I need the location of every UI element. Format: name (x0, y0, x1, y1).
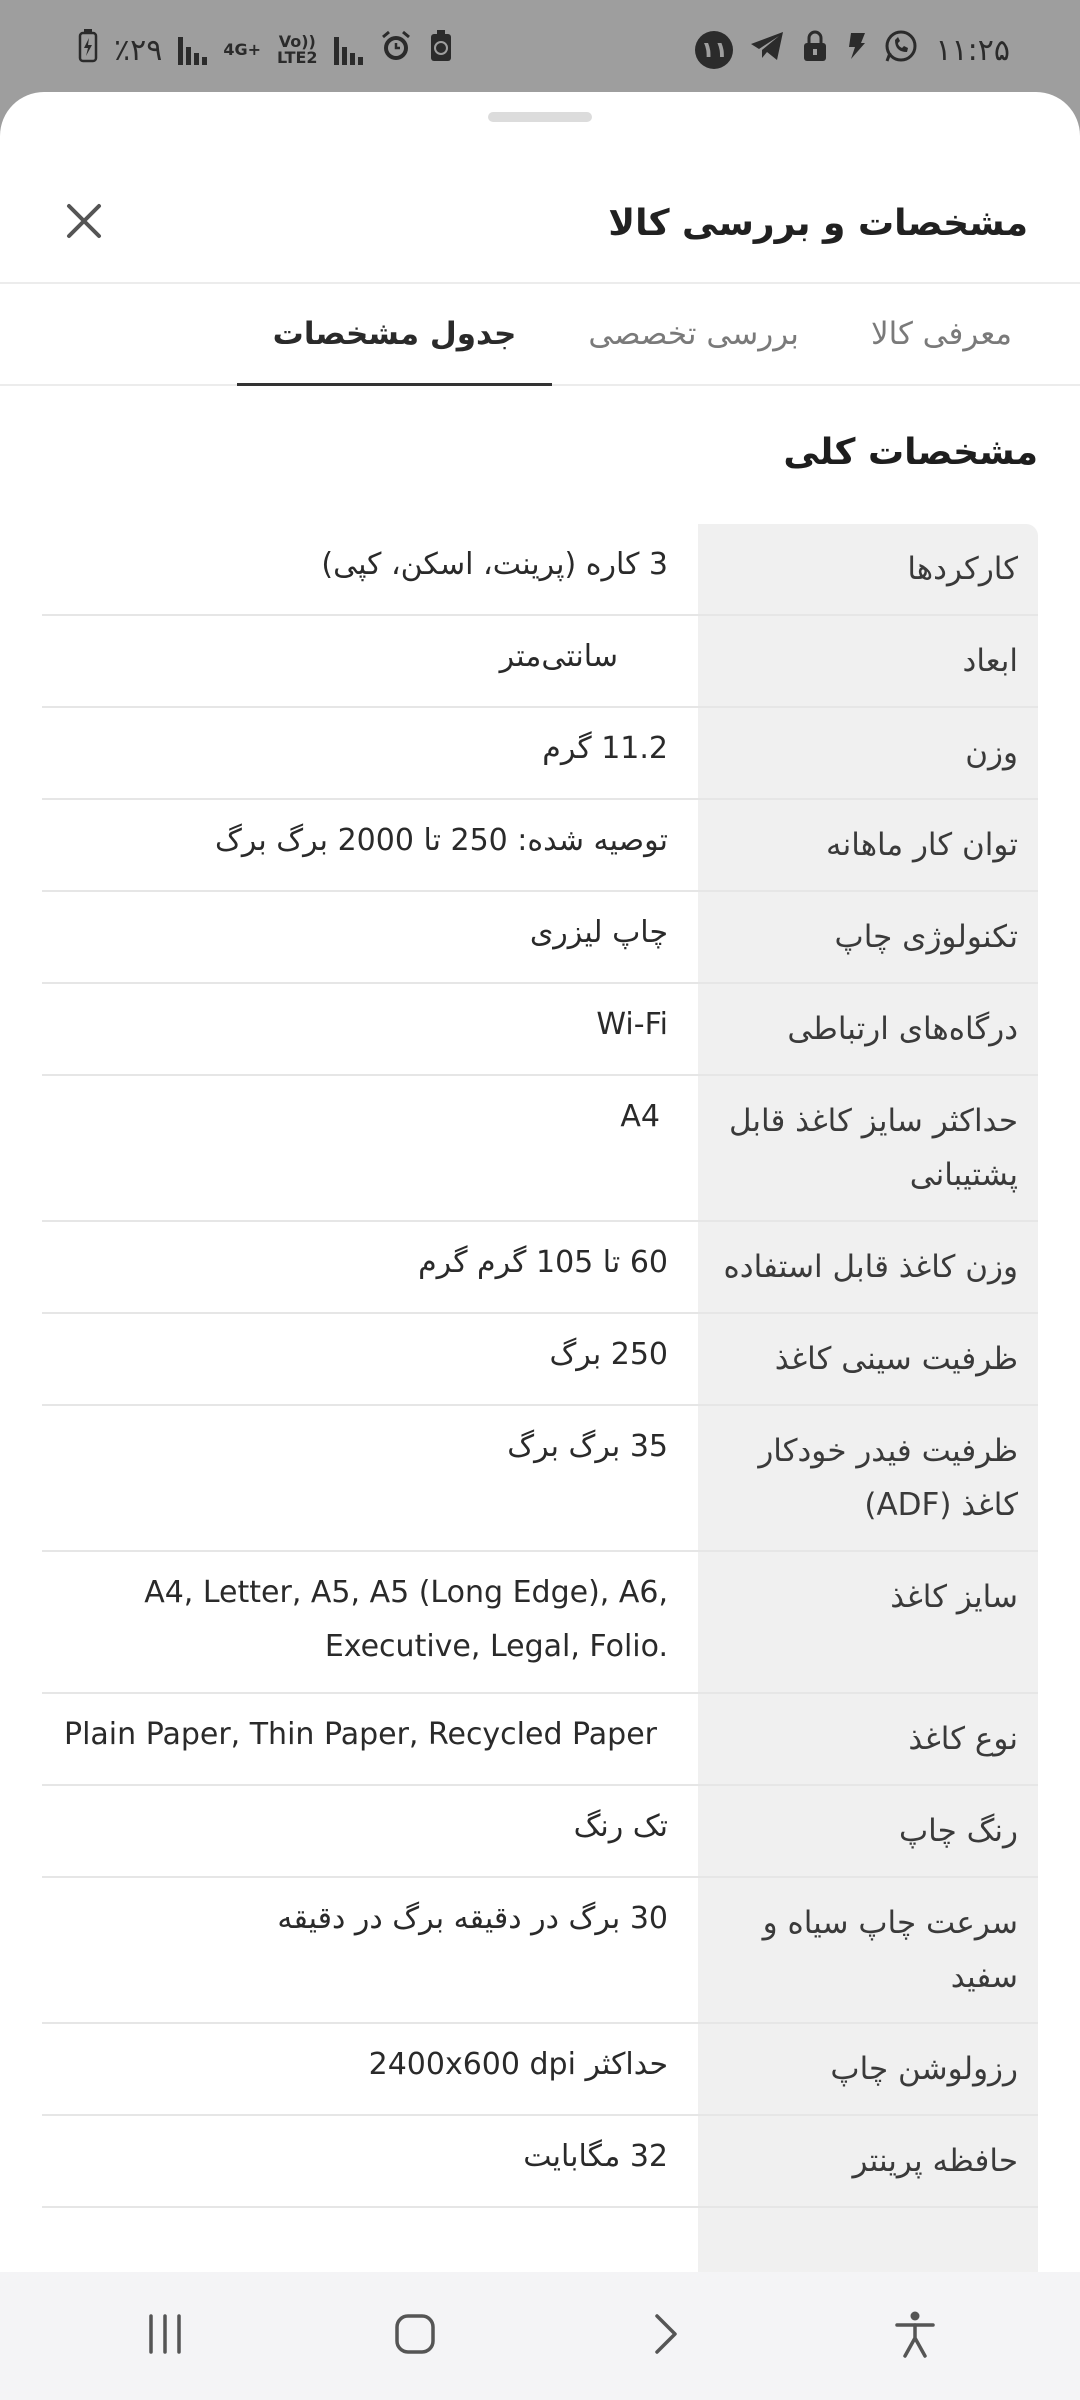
accessibility-button[interactable] (870, 2291, 960, 2381)
spec-value: 60 تا 105 گرم گرم (418, 1245, 668, 1280)
spec-key: سرعت چاپ سیاه و سفید (698, 1878, 1038, 2022)
spec-value (42, 1694, 698, 1784)
spec-row (42, 1552, 1038, 1694)
spec-row (42, 1406, 1038, 1552)
spec-value: A4 (620, 1099, 660, 1134)
spec-value: 3 کاره (پرینت، اسکن، کپی) (321, 547, 668, 582)
spec-row (42, 1222, 1038, 1314)
spec-value: 35 برگ برگ (507, 1429, 668, 1464)
spec-key: تکنولوژی چاپ (698, 892, 1038, 982)
spec-value: چاپ لیزری (529, 915, 668, 950)
volte-indicator: Vo)) LTE2 (277, 32, 318, 67)
spec-key: رزولوشن چاپ (698, 2024, 1038, 2114)
recents-button[interactable] (120, 2291, 210, 2381)
spec-row (42, 1314, 1038, 1406)
spec-value: A4, Letter, A5, A5 (Long Edge), A6, Executive, Legal, Folio. (144, 1575, 668, 1664)
spec-row (42, 800, 1038, 892)
tab-expert-review[interactable]: بررسی تخصصی (588, 316, 799, 352)
battery-percent: ٪۲۹ (114, 32, 163, 68)
spec-key: ظرفیت فیدر خودکار کاغذ (ADF) (698, 1406, 1038, 1550)
spec-key: کارکردها (698, 524, 1038, 614)
home-button[interactable] (370, 2291, 460, 2381)
signal-1-icon (178, 35, 207, 65)
spec-row (42, 984, 1038, 1076)
alarm-icon (379, 29, 413, 71)
status-right-group (695, 28, 1010, 72)
spec-row (42, 2024, 1038, 2116)
system-nav-bar (0, 2272, 1080, 2400)
signal-2-icon (334, 35, 363, 65)
product-specs-sheet (0, 92, 1080, 2272)
spec-key: وزن کاغذ قابل استفاده (698, 1222, 1038, 1312)
close-icon (64, 201, 104, 245)
spec-key: رنگ چاپ (698, 1786, 1038, 1876)
spec-row (42, 1786, 1038, 1878)
spec-value: توصیه شده: 250 تا 2000 برگ برگ (214, 823, 668, 858)
spec-key: حافظه پرینتر (698, 2116, 1038, 2206)
recents-icon (143, 2312, 187, 2360)
spec-value: 32 مگابایت (523, 2139, 668, 2174)
status-bar (0, 0, 1080, 100)
sheet-title: مشخصات و بررسی کالا (608, 202, 1028, 244)
spec-value (42, 2208, 698, 2272)
spec-key: نوع کاغذ (698, 1694, 1038, 1784)
spec-row (42, 1878, 1038, 2024)
spec-key: توان کار ماهانه (698, 800, 1038, 890)
chevron-right-icon (643, 2312, 687, 2360)
sheet-header (0, 164, 1080, 284)
back-button[interactable] (620, 2291, 710, 2381)
spec-value: 11.2 گرم (542, 731, 668, 766)
notification-count-badge: ۱۱ (695, 31, 733, 69)
spec-key: ظرفیت سینی کاغذ (698, 1314, 1038, 1404)
clock-time: ۱۱:۲۵ (935, 32, 1010, 68)
section-title: مشخصات کلی (783, 432, 1038, 473)
spec-key: درگاه‌های ارتباطی (698, 984, 1038, 1074)
spec-row (42, 524, 1038, 616)
tab-spec-table[interactable]: جدول مشخصات (237, 284, 553, 384)
spec-row (42, 892, 1038, 984)
battery-saver-icon (78, 29, 98, 71)
recycle-battery-icon (429, 29, 453, 71)
sheet-drag-handle[interactable] (488, 112, 592, 122)
accessibility-icon (893, 2310, 937, 2362)
telegram-icon (749, 30, 785, 70)
app-notification-icon (845, 31, 867, 69)
spec-row (42, 2116, 1038, 2208)
spec-value: Wi-Fi (596, 1007, 668, 1042)
spec-key: حداکثر سایز کاغذ قابل پشتیبانی (698, 1076, 1038, 1220)
spec-key: سایز کاغذ (698, 1552, 1038, 1692)
home-icon (393, 2312, 437, 2360)
close-button[interactable] (60, 199, 108, 247)
tab-bar (0, 284, 1080, 386)
whatsapp-icon (883, 28, 919, 72)
spec-value: 30 برگ در دقیقه برگ در دقیقه (277, 1901, 668, 1936)
spec-value: سانتی‌متر (499, 639, 618, 674)
spec-key: وزن (698, 708, 1038, 798)
spec-row (42, 1076, 1038, 1222)
status-left-group (78, 29, 453, 71)
network-type: 4G+ (223, 40, 262, 59)
spec-value: تک رنگ (573, 1809, 668, 1844)
lock-icon (801, 29, 829, 71)
spec-value-text: Plain Paper, Thin Paper, Recycled Paper (64, 1717, 658, 1752)
spec-key: ابعاد (698, 616, 1038, 706)
spec-row (42, 616, 1038, 708)
spec-row (42, 708, 1038, 800)
spec-value: 250 برگ (549, 1337, 668, 1372)
spec-value: حداکثر 2400x600 dpi (368, 2047, 668, 2082)
spec-row (42, 2208, 1038, 2272)
spec-table (42, 524, 1038, 2272)
spec-row (42, 1694, 1038, 1786)
spec-key (698, 2208, 1038, 2272)
tab-product-intro[interactable]: معرفی کالا (870, 316, 1012, 352)
